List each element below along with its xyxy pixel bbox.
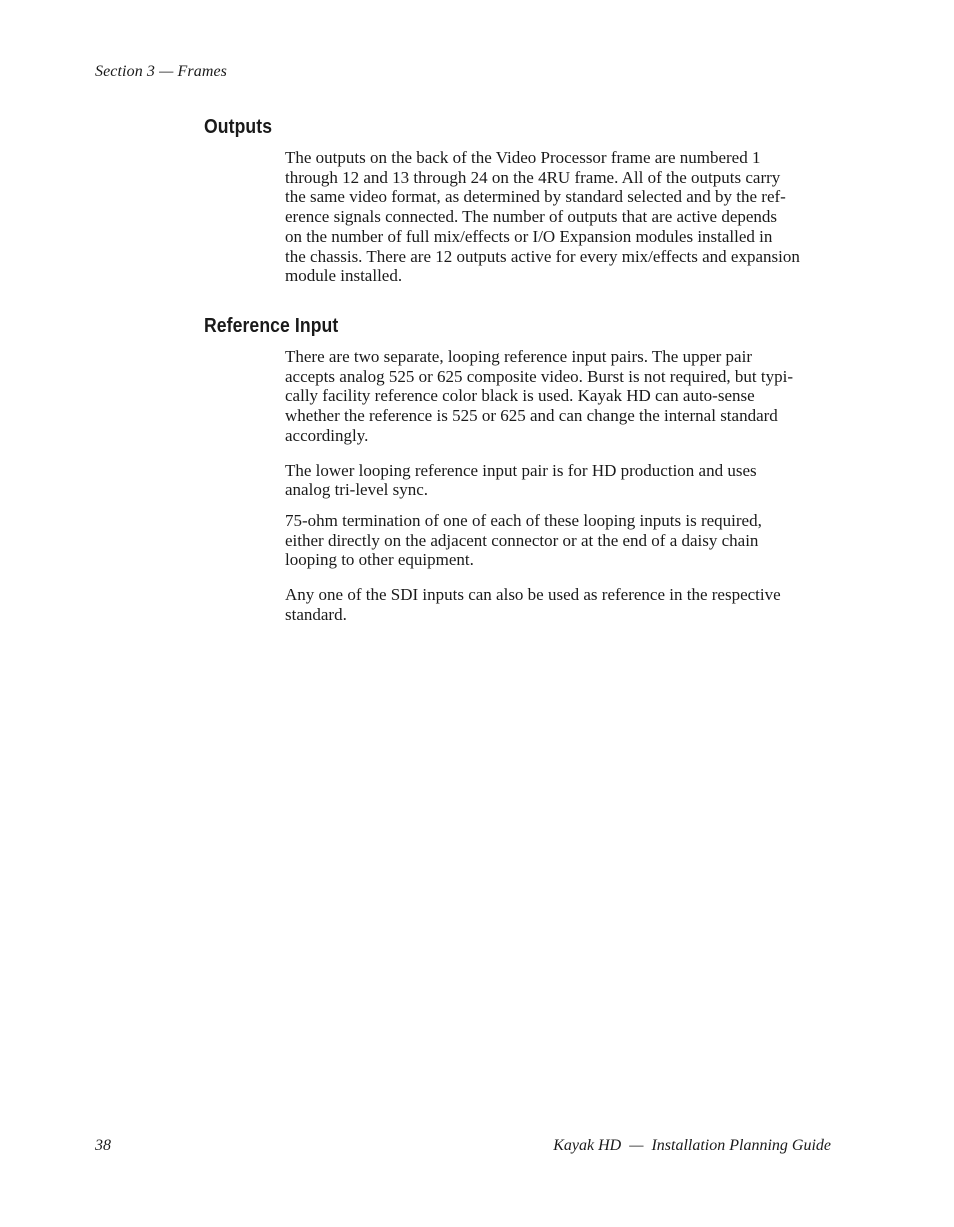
page-number: 38	[95, 1137, 111, 1154]
reference-paragraph-4: Any one of the SDI inputs can also be used as reference in the respective standard.	[285, 585, 781, 624]
reference-paragraph-1: There are two separate, looping reference input pairs. The upper pair accepts analog 525 or 625 composite video. Burst is not required, but typi- cally facility reference color black is used. Kayak HD can auto-sense whether the reference is 525 or 625 and can change the internal standard accordingly.	[285, 347, 794, 445]
reference-paragraph-3: 75-ohm termination of one of each of these looping inputs is required, either directly on the adjacent connector or at the end of a daisy chain looping to other equipment.	[285, 510, 762, 570]
heading-reference-input: Reference Input	[204, 315, 339, 337]
heading-outputs: Outputs	[204, 116, 273, 138]
reference-input-body	[285, 347, 837, 624]
reference-paragraph-2: The lower looping reference input pair is for HD production and uses analog tri-level sync.	[285, 460, 757, 500]
running-header: Section 3 — Frames	[95, 63, 228, 80]
outputs-paragraph-1: The outputs on the back of the Video Processor frame are numbered 1 through 12 and 13 through 24 on the 4RU frame. All of the outputs carry the same video format, as determined by standard selected and by the ref- erence signals connected. The number of outputs that are active depends on the number of full mix/effects or I/O Expansion modules installed in the chassis. There are 12 outputs active for every mix/effects and expansion module installed.	[285, 148, 800, 286]
document-title: Kayak HD — Installation Planning Guide	[553, 1137, 831, 1154]
outputs-body	[285, 148, 837, 286]
